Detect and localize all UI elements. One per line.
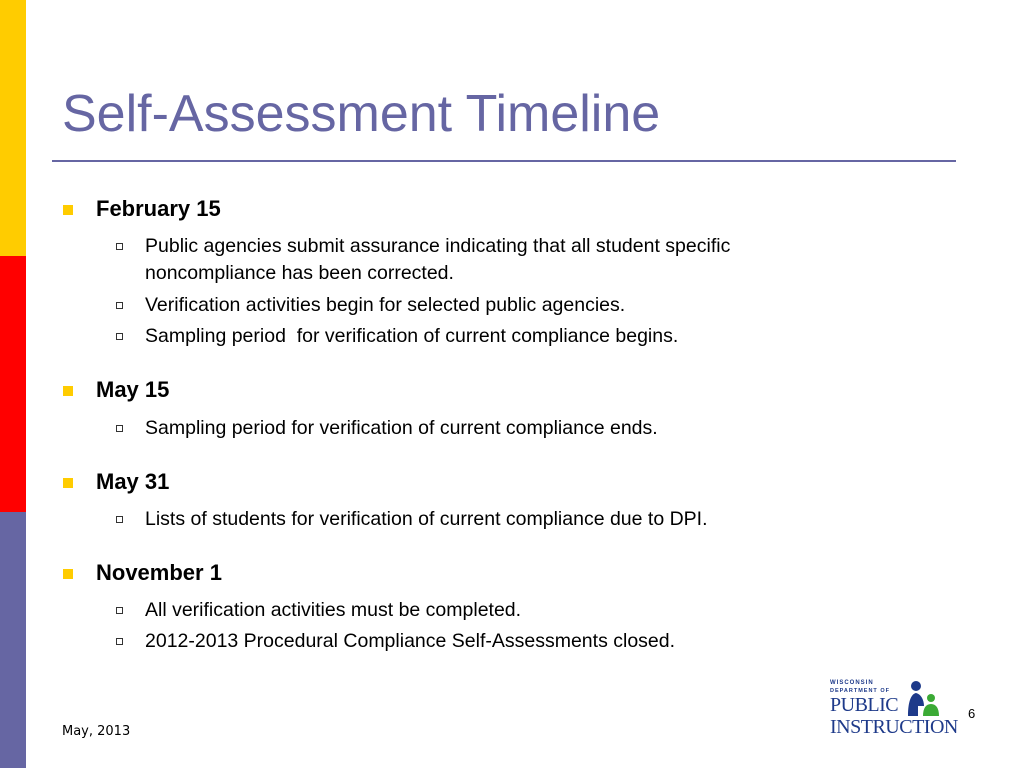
slide-title: Self-Assessment Timeline (62, 85, 661, 143)
left-stripe-blue (0, 512, 26, 768)
hollow-square-bullet-icon (116, 516, 123, 523)
page-number: 6 (968, 706, 976, 721)
logo-text-instruction: INSTRUCTION (830, 716, 958, 738)
list-item: Verification activities begin for selected public agencies. (145, 292, 865, 319)
list-item: All verification activities must be completed. (145, 597, 865, 624)
section-heading-may-31: May 31 (96, 469, 169, 495)
section-heading-november-1: November 1 (96, 560, 222, 586)
square-bullet-icon (63, 478, 73, 488)
dpi-logo (830, 680, 958, 740)
list-item: 2012-2013 Procedural Compliance Self-Assessments closed. (145, 628, 865, 655)
hollow-square-bullet-icon (116, 333, 123, 340)
list-item: Public agencies submit assurance indicating that all student specific noncompliance has been corrected. (145, 233, 865, 287)
left-stripe-red (0, 256, 26, 512)
square-bullet-icon (63, 569, 73, 579)
logo-text-wisconsin: WISCONSIN (830, 680, 874, 686)
square-bullet-icon (63, 386, 73, 396)
logo-text-department: DEPARTMENT OF (830, 688, 890, 694)
footer-date: May, 2013 (62, 724, 131, 739)
list-item: Sampling period for verification of current compliance begins. (145, 323, 865, 350)
list-item: Lists of students for verification of current compliance due to DPI. (145, 506, 865, 533)
hollow-square-bullet-icon (116, 638, 123, 645)
teacher-student-icon (902, 680, 942, 718)
hollow-square-bullet-icon (116, 243, 123, 250)
title-divider (52, 160, 956, 162)
list-item: Sampling period for verification of current compliance ends. (145, 415, 865, 442)
section-heading-may-15: May 15 (96, 377, 169, 403)
section-heading-february-15: February 15 (96, 196, 221, 222)
left-stripe-yellow (0, 0, 26, 256)
square-bullet-icon (63, 205, 73, 215)
hollow-square-bullet-icon (116, 302, 123, 309)
logo-text-public: PUBLIC (830, 694, 899, 716)
hollow-square-bullet-icon (116, 607, 123, 614)
hollow-square-bullet-icon (116, 425, 123, 432)
